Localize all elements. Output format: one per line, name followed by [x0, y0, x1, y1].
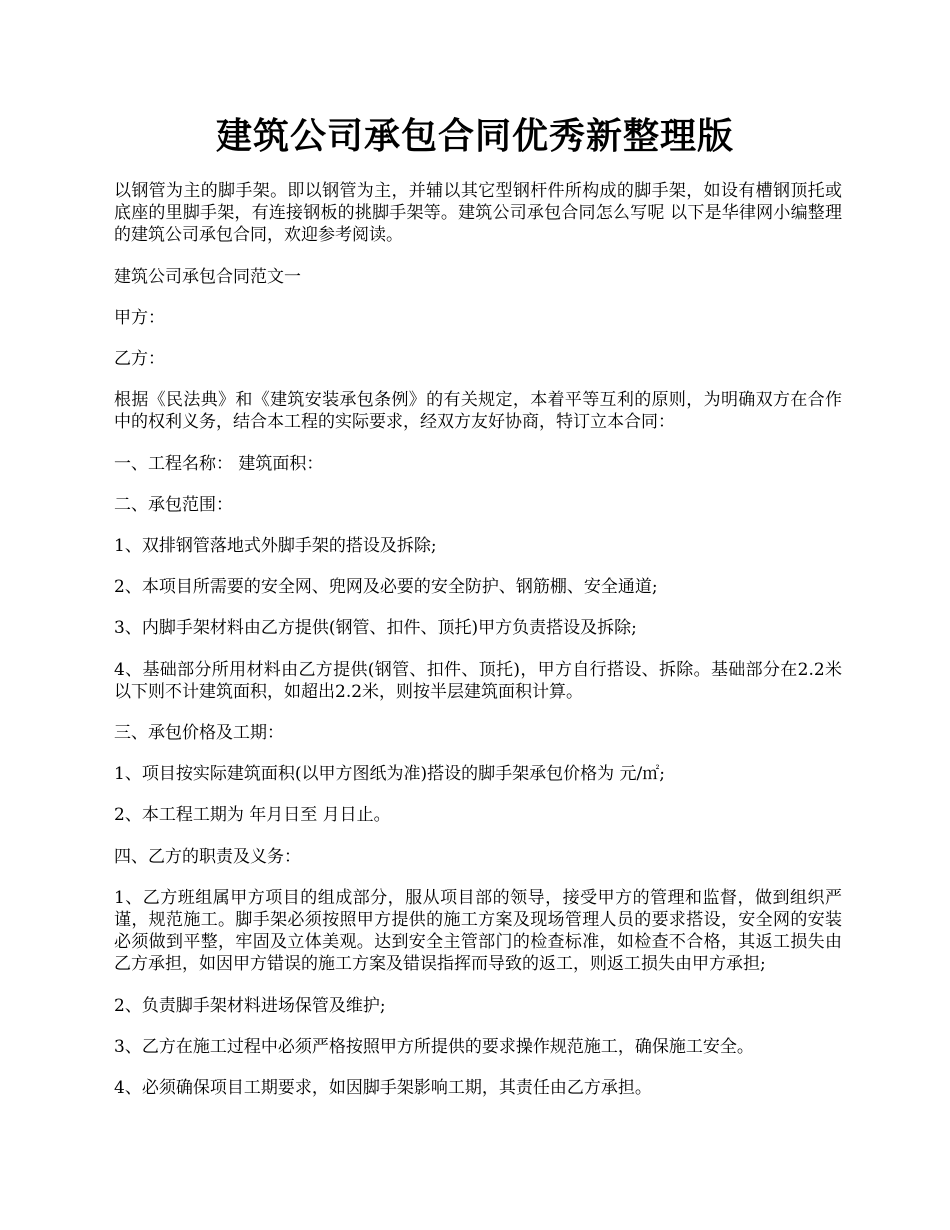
party-a-label: 甲方： — [114, 307, 165, 328]
scope-item-2: 2、本项目所需要的安全网、兜网及必要的安全防护、钢筋棚、安全通道; — [114, 577, 658, 598]
duty-item-3: 3、乙方在施工过程中必须严格按照甲方所提供的要求操作规范施工，确保施工安全。 — [114, 1036, 754, 1057]
scope-item-3: 3、内脚手架材料由乙方提供(钢管、扣件、顶托)甲方负责搭设及拆除; — [114, 618, 637, 639]
price-item-1: 1、项目按实际建筑面积(以甲方图纸为准)搭设的脚手架承包价格为 元/㎡; — [114, 764, 665, 785]
price-item-2: 2、本工程工期为 年月日至 月日止。 — [114, 805, 391, 826]
duty-item-2: 2、负责脚手架材料进场保管及维护; — [114, 995, 386, 1016]
clause-heading-scope: 二、承包范围： — [114, 494, 233, 515]
clause-heading-price: 三、承包价格及工期： — [114, 723, 284, 744]
clause-project-name: 一、工程名称： 建筑面积： — [114, 453, 324, 474]
document-body — [114, 180, 842, 1118]
party-b-label: 乙方： — [114, 349, 165, 370]
scope-item-4: 4、基础部分所用材料由乙方提供(钢管、扣件、顶托)，甲方自行搭设、拆除。基础部分在2.2米以下则不计建筑面积，如超出2.2米，则按半层建筑面积计算。 — [114, 659, 842, 702]
preamble-paragraph: 根据《民法典》和《建筑安装承包条例》的有关规定，本着平等互利的原则，为明确双方在合作中的权利义务，结合本工程的实际要求，经双方友好协商，特订立本合同： — [114, 390, 842, 433]
section-heading-sample-one: 建筑公司承包合同范文一 — [114, 266, 301, 287]
document-title: 建筑公司承包合同优秀新整理版 — [215, 115, 734, 157]
scope-item-1: 1、双排钢管落地式外脚手架的搭设及拆除; — [114, 536, 437, 557]
intro-paragraph: 以钢管为主的脚手架。即以钢管为主，并辅以其它型钢杆件所构成的脚手架，如设有槽钢顶托或底座的里脚手架，有连接钢板的挑脚手架等。建筑公司承包合同怎么写呢 以下是华律网小编整理的建筑公司承包合同，欢迎参考阅读。 — [114, 181, 842, 246]
duty-item-1: 1、乙方班组属甲方项目的组成部分，服从项目部的领导，接受甲方的管理和监督，做到组织严谨，规范施工。脚手架必须按照甲方提供的施工方案及现场管理人员的要求搭设，安全网的安装必须做到平整，牢固及立体美观。达到安全主管部门的检查标准，如检查不合格，其返工损失由乙方承担，如因甲方错误的施工方案及错误指挥而导致的返工，则返工损失由甲方承担; — [114, 887, 842, 975]
clause-heading-duties: 四、乙方的职责及义务： — [114, 846, 301, 867]
duty-item-4: 4、必须确保项目工期要求，如因脚手架影响工期，其责任由乙方承担。 — [114, 1078, 652, 1099]
